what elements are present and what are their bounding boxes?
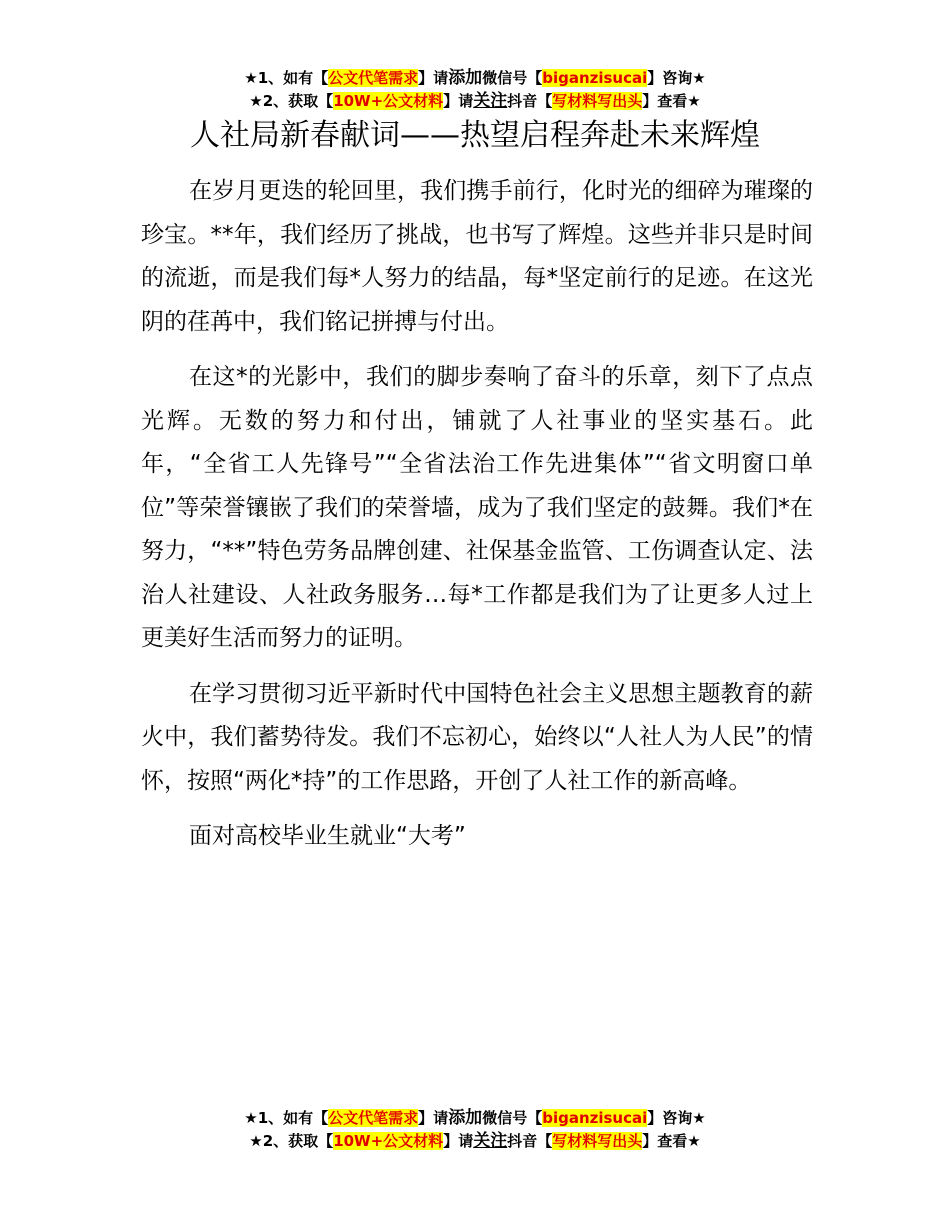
banner-emphasis-add: 添加	[448, 68, 483, 88]
banner-text: ★1、如有【	[244, 69, 329, 87]
paragraph-1: 在岁月更迭的轮回里，我们携手前行，化时光的细碎为璀璨的珍宝。**年，我们经历了挑战，也书写了辉煌。这些并非只是时间的流逝，而是我们每*人努力的结晶，每*坚定前行的足迹。在这光阴的荏苒中，我们铭记拼搏与付出。	[141, 178, 813, 335]
banner-emphasis-follow: 关注	[473, 91, 508, 111]
document-body	[141, 170, 813, 871]
highlight-wechat-id: biganzisucai	[542, 69, 648, 87]
banner-text: 】查看★	[642, 1132, 701, 1150]
banner-text: 】请	[443, 92, 474, 110]
banner-text: ★1、如有【	[244, 1109, 329, 1127]
banner-text: 微信号【	[482, 69, 543, 87]
banner-emphasis-follow: 关注	[473, 1131, 508, 1151]
highlight-materials: 10W+公文材料	[333, 92, 444, 110]
banner-text: 】查看★	[642, 92, 701, 110]
highlight-materials: 10W+公文材料	[333, 1132, 444, 1150]
footer-banner	[0, 1107, 950, 1153]
highlight-wechat-id: biganzisucai	[542, 1109, 648, 1127]
highlight-douyin-account: 写材料写出头	[552, 1132, 643, 1150]
banner-text: 抖音【	[507, 92, 553, 110]
banner-text: 抖音【	[507, 1132, 553, 1150]
banner-text: ★2、获取【	[249, 92, 334, 110]
banner-text: 】咨询★	[647, 69, 706, 87]
banner-emphasis-add: 添加	[448, 1108, 483, 1128]
highlight-ghostwriting: 公文代笔需求	[328, 69, 419, 87]
paragraph-3: 在学习贯彻习近平新时代中国特色社会主义思想主题教育的薪火中，我们蓄势待发。我们不忘初心，始终以“人社人为人民”的情怀，按照“两化*持”的工作思路，开创了人社工作的新高峰。	[141, 680, 813, 794]
document-title: 人社局新春献词——热望启程奔赴未来辉煌	[190, 118, 760, 153]
header-banner	[0, 67, 950, 113]
highlight-ghostwriting: 公文代笔需求	[328, 1109, 419, 1127]
footer-banner-line-2	[0, 1130, 950, 1153]
paragraph-2: 在这*的光影中，我们的脚步奏响了奋斗的乐章，刻下了点点光辉。无数的努力和付出，铺就了人社事业的坚实基石。此年，“全省工人先锋号”“全省法治工作先进集体”“省文明窗口单位”等荣誉镶嵌了我们的荣誉墙，成为了我们坚定的鼓舞。我们*在努力，“**”特色劳务品牌创建、社保基金监管、工伤调查认定、法治人社建设、人社政务服务…每*工作都是我们为了让更多人过上更美好生活而努力的证明。	[141, 364, 813, 651]
banner-text: 】请	[443, 1132, 474, 1150]
banner-text: 微信号【	[482, 1109, 543, 1127]
banner-text: ★2、获取【	[249, 1132, 334, 1150]
highlight-douyin-account: 写材料写出头	[552, 92, 643, 110]
banner-text: 】请	[418, 69, 449, 87]
paragraph-4: 面对高校毕业生就业“大考”	[189, 823, 466, 849]
banner-text: 】请	[418, 1109, 449, 1127]
header-banner-line-1	[0, 67, 950, 90]
header-banner-line-2	[0, 90, 950, 113]
footer-banner-line-1	[0, 1107, 950, 1130]
banner-text: 】咨询★	[647, 1109, 706, 1127]
